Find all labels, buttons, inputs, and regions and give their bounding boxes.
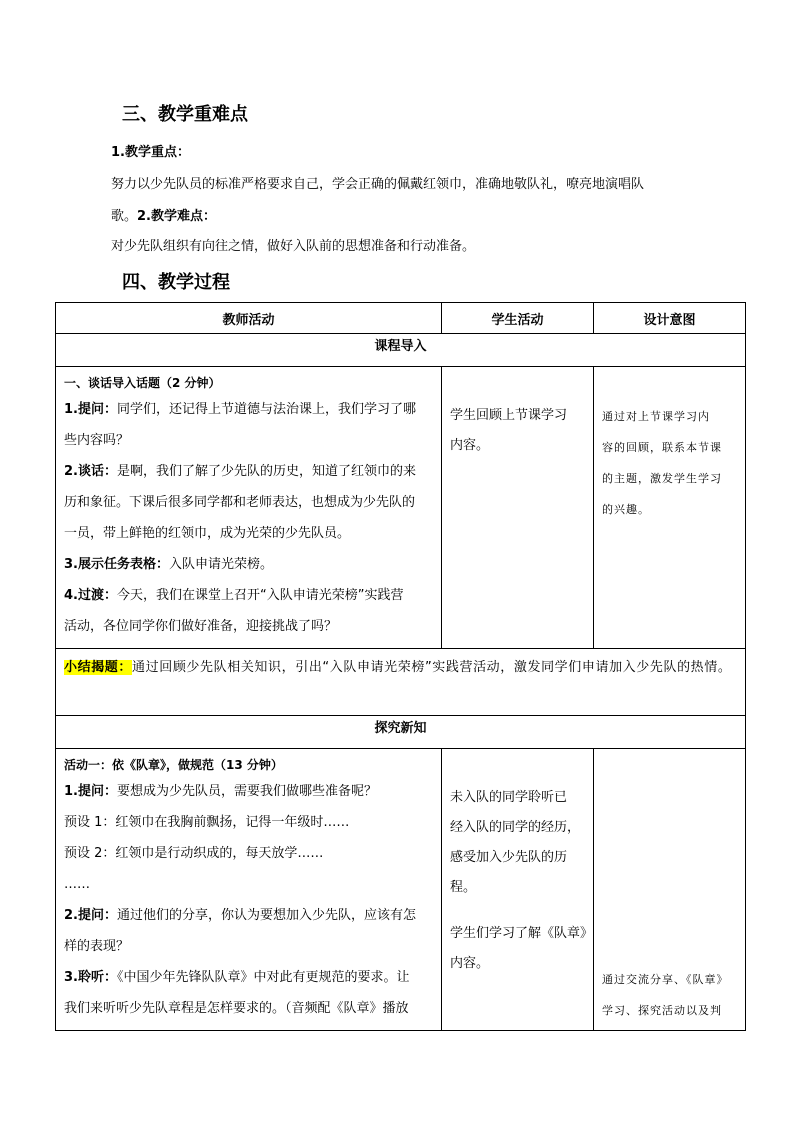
explore-title: 活动一：依《队章》，做规范（13 分钟） <box>64 758 283 772</box>
key-point-text: 努力以少先队员的标准严格要求自己，学会正确的佩戴红领巾，准确地敬队礼，嘹亮地演唱队 <box>111 177 645 192</box>
intro-student-line-2: 内容。 <box>450 438 490 453</box>
explore-teacher-cell <box>56 749 442 1031</box>
teaching-process-table <box>55 302 746 1031</box>
explore-line-7-text: 《中国少年先锋队队章》中对此有更规范的要求。让 <box>116 970 410 985</box>
intro-line-7-label: 4.过渡： <box>64 588 117 603</box>
difficulty-label: 2.教学难点： <box>137 209 216 224</box>
section-title-explore: 探究新知 <box>56 716 746 749</box>
intro-student-line-1: 学生回顾上节课学习 <box>450 408 568 423</box>
explore-line-1 <box>64 776 433 807</box>
explore-student-line-2: 经入队的同学的经历， <box>450 820 581 835</box>
intro-design-line-2: 容的回顾，联系本节课 <box>602 441 722 454</box>
summary-label: 小结揭题： <box>64 660 133 675</box>
section-row-explore <box>56 716 746 749</box>
intro-line-4: 历和象征。下课后很多同学都和老师表达，也想成为少先队的 <box>64 495 416 510</box>
explore-line-7-label: 3.聆听： <box>64 970 117 985</box>
explore-row <box>56 749 746 1031</box>
intro-line-3-text: 是啊，我们了解了少先队的历史，知道了红领巾的来 <box>116 464 416 479</box>
explore-student-line-5: 学生们学习了解《队章》 <box>450 926 594 941</box>
section-title-intro: 课程导入 <box>56 334 746 367</box>
explore-line-3: 预设 2：红领巾是行动织成的，每天放学…… <box>64 846 324 861</box>
difficulty-text: 对少先队组织有向往之情，做好入队前的思想准备和行动准备。 <box>111 239 476 254</box>
explore-design-line-1: 通过交流分享、《队章》 <box>602 973 729 986</box>
intro-line-6-label: 3.展示任务表格： <box>64 557 169 572</box>
summary-text: 通过回顾少先队相关知识，引出“入队申请光荣榜”实践营活动，激发同学们申请加入少先队的热情。 <box>132 660 732 675</box>
table-header-row <box>56 303 746 334</box>
explore-student-line-6: 内容。 <box>450 956 490 971</box>
summary-row <box>56 649 746 716</box>
intro-design-line-4: 的兴趣。 <box>602 503 650 516</box>
explore-line-1-label: 1.提问： <box>64 784 117 799</box>
intro-line-8: 活动，各位同学你们做好准备，迎接挑战了吗？ <box>64 619 338 634</box>
header-student-activity: 学生活动 <box>442 303 594 334</box>
intro-line-1 <box>64 394 433 425</box>
intro-line-1-text: 同学们，还记得上节道德与法治课上，我们学习了哪 <box>116 402 416 417</box>
explore-line-1-text: 要想成为少先队员，需要我们做哪些准备呢？ <box>116 784 377 799</box>
intro-line-6-text: 入队申请光荣榜。 <box>168 557 273 572</box>
explore-design-line-2: 学习、探究活动以及判 <box>602 1004 722 1017</box>
section-row-intro <box>56 334 746 367</box>
intro-line-3 <box>64 456 433 487</box>
explore-student-gap <box>450 903 585 919</box>
intro-line-7-text: 今天，我们在课堂上召开“入队申请光荣榜”实践营 <box>116 588 404 603</box>
explore-student-line-3: 感受加入少先队的历 <box>450 850 568 865</box>
header-teacher-activity: 教师活动 <box>56 303 442 334</box>
intro-line-5: 一员，带上鲜艳的红领巾，成为光荣的少先队员。 <box>64 526 351 541</box>
key-point-label-text: 1.教学重点： <box>111 145 190 160</box>
intro-teacher-cell <box>56 367 442 649</box>
intro-line-1-label: 1.提问： <box>64 402 117 417</box>
intro-row <box>56 367 746 649</box>
explore-student-cell <box>442 749 594 1031</box>
intro-line-7 <box>64 580 433 611</box>
intro-line-3-label: 2.谈话： <box>64 464 117 479</box>
header-design-intent: 设计意图 <box>594 303 746 334</box>
section-heading-teaching-process: 四、教学过程 <box>122 272 230 293</box>
key-point-label <box>111 143 190 163</box>
section-heading-key-points: 三、教学重难点 <box>122 104 248 125</box>
intro-design-line-3: 的主题，激发学生学习 <box>602 472 722 485</box>
explore-line-5-text: 通过他们的分享，你认为要想加入少先队，应该有怎 <box>116 908 416 923</box>
explore-line-2: 预设 1：红领巾在我胸前飘扬，记得一年级时…… <box>64 815 350 830</box>
explore-line-5 <box>64 900 433 931</box>
explore-line-7 <box>64 962 433 993</box>
intro-design-cell <box>594 367 746 649</box>
summary-cell <box>56 649 746 716</box>
key-point-text-cont <box>111 207 216 227</box>
explore-design-cell <box>594 749 746 1031</box>
explore-student-line-4: 程。 <box>450 880 477 895</box>
key-point-text-end: 歌。 <box>111 209 138 224</box>
intro-line-2: 些内容吗？ <box>64 433 130 448</box>
explore-student-line-1: 未入队的同学聆听已 <box>450 790 568 805</box>
intro-student-cell <box>442 367 594 649</box>
intro-line-6 <box>64 549 433 580</box>
explore-line-4: …… <box>64 877 90 892</box>
explore-line-8: 我们来听听少先队章程是怎样要求的。（音频配《队章》播放 <box>64 1001 409 1016</box>
explore-line-5-label: 2.提问： <box>64 908 117 923</box>
intro-design-line-1: 通过对上节课学习内 <box>602 410 710 423</box>
explore-line-6: 样的表现？ <box>64 939 130 954</box>
intro-title: 一、谈话导入话题（2 分钟） <box>64 376 221 390</box>
